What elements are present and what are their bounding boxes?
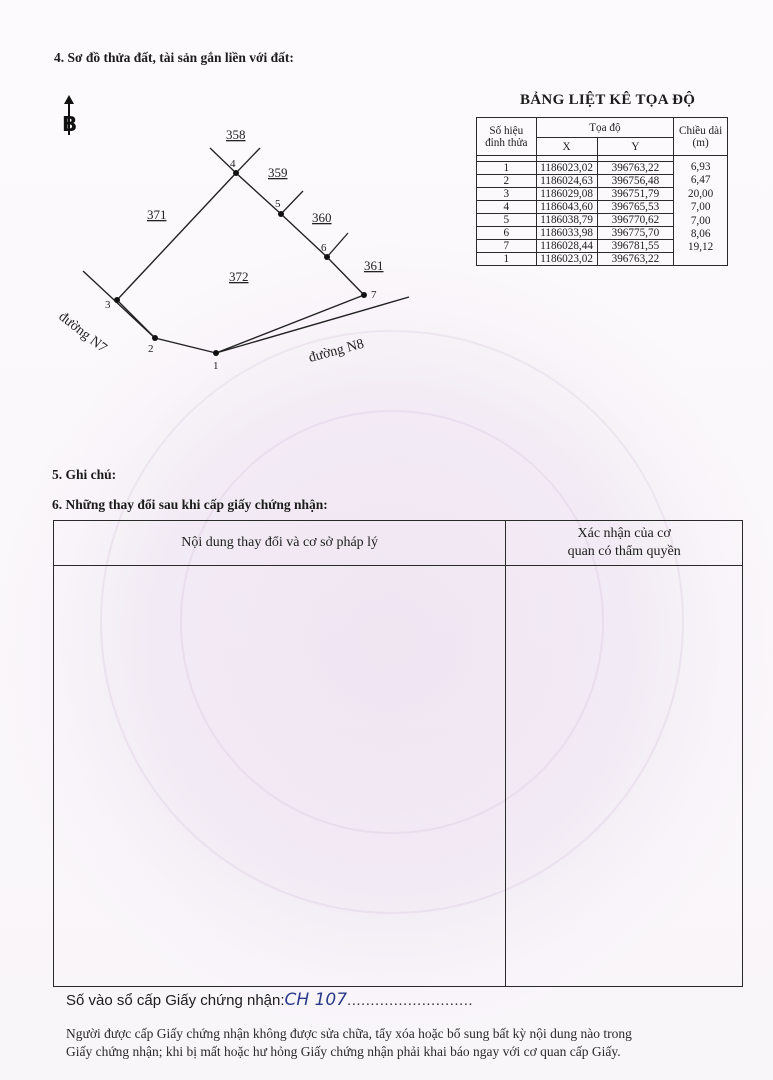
changes-content-cell xyxy=(54,566,506,987)
parcel-boundary xyxy=(117,173,364,353)
vertex-2 xyxy=(152,335,158,341)
col-header-vertex: Số hiệu đỉnh thửa xyxy=(477,118,537,156)
road-label-n8: đường N8 xyxy=(307,336,366,366)
vertex-1 xyxy=(213,350,219,356)
changes-col-content: Nội dung thay đổi và cơ sở pháp lý xyxy=(54,521,506,566)
vertex-label-2: 2 xyxy=(148,343,154,355)
vertex-3 xyxy=(114,297,120,303)
changes-col-confirm: Xác nhận của cơ quan có thẩm quyền xyxy=(506,521,743,566)
col-header-x: X xyxy=(536,138,597,156)
coordinate-table xyxy=(476,117,728,266)
vertex-label-5: 5 xyxy=(275,198,281,210)
parcel-371: 371 xyxy=(147,207,167,222)
vertex-label-1: 1 xyxy=(213,360,219,372)
section-4-heading: 4. Sơ đồ thửa đất, tài sản gắn liền với đất: xyxy=(54,50,294,65)
parcel-358: 358 xyxy=(226,127,246,142)
changes-table xyxy=(53,520,743,987)
vertex-label-7: 7 xyxy=(371,289,377,301)
vertex-label-4: 4 xyxy=(230,158,236,170)
table-row: 6 1186033,98 396775,70 xyxy=(477,227,728,240)
divider-359-360 xyxy=(281,191,303,214)
col-header-length: Chiều dài (m) xyxy=(674,118,728,156)
col-header-y: Y xyxy=(597,138,674,156)
edge-lengths: 6,93 6,47 20,00 7,00 7,00 8,06 19,12 xyxy=(688,161,714,254)
road-n8-line xyxy=(216,297,409,353)
parcel-360: 360 xyxy=(312,210,332,225)
table-row: 3 1186029,08 396751,79 xyxy=(477,188,728,201)
coordinate-table-title: BẢNG LIỆT KÊ TỌA ĐỘ xyxy=(520,92,696,108)
register-number-dots: ........................... xyxy=(347,992,474,1009)
north-arrow-icon xyxy=(62,95,77,136)
parcel-361: 361 xyxy=(364,258,384,273)
section-6-heading: 6. Những thay đổi sau khi cấp giấy chứng nhận: xyxy=(52,497,328,512)
table-row: 4 1186043,60 396765,53 xyxy=(477,201,728,214)
divider-359-a xyxy=(236,148,260,173)
table-row: 1 1186023,02 396763,22 xyxy=(477,162,728,175)
footnote-line-2: Giấy chứng nhận; khi bị mất hoặc hư hỏng Giấy chứng nhận phải khai báo ngay với cơ quan cấp Giấy. xyxy=(66,1044,621,1059)
table-row: 5 1186038,79 396770,62 xyxy=(477,214,728,227)
parcel-372: 372 xyxy=(229,269,249,284)
parcel-359: 359 xyxy=(268,165,288,180)
vertex-7 xyxy=(361,292,367,298)
register-number-line xyxy=(66,990,473,1010)
road-label-n7: đường N7 xyxy=(55,309,110,357)
section-5-heading: 5. Ghi chú: xyxy=(52,467,117,482)
vertex-6 xyxy=(324,254,330,260)
svg-text:B: B xyxy=(62,112,78,136)
register-number-value: CH 107 xyxy=(284,990,348,1010)
footnote-line-1: Người được cấp Giấy chứng nhận không được sửa chữa, tẩy xóa hoặc bổ sung bất kỳ nội dung nào trong xyxy=(66,1026,632,1041)
col-header-coords: Tọa độ xyxy=(536,118,674,138)
vertex-label-3: 3 xyxy=(105,299,111,311)
table-row: 2 1186024,63 396756,48 xyxy=(477,175,728,188)
vertex-label-6: 6 xyxy=(321,242,327,254)
parcel-sketch xyxy=(55,90,435,380)
table-row: 1 1186023,02 396763,22 xyxy=(477,253,728,266)
vertex-5 xyxy=(278,211,284,217)
vertex-4 xyxy=(233,170,239,176)
register-number-label: Số vào sổ cấp Giấy chứng nhận: xyxy=(66,992,285,1009)
divider-360-361 xyxy=(327,233,348,257)
changes-confirm-cell xyxy=(506,566,743,987)
table-row: 7 1186028,44 396781,55 xyxy=(477,240,728,253)
